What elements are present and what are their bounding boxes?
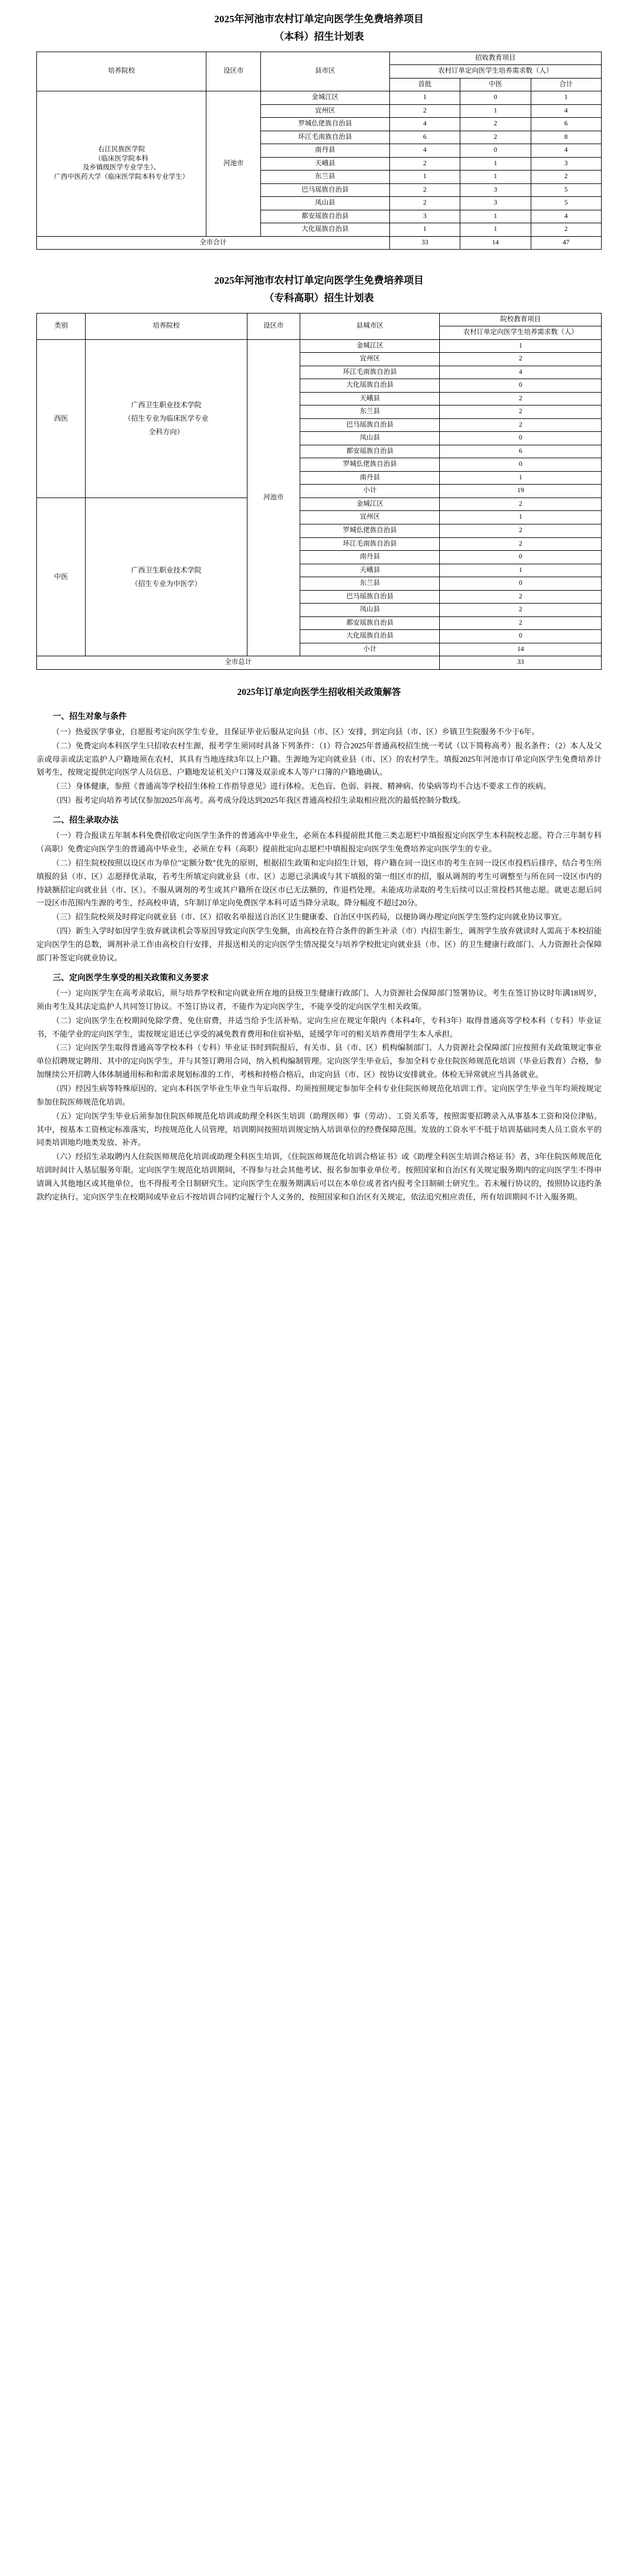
table2-value-cell: 1: [440, 511, 602, 524]
table2-county-cell: 南丹县: [300, 551, 440, 564]
table1-value-total: 6: [531, 118, 601, 131]
table2-county-cell: 南丹县: [300, 471, 440, 485]
table1-value-total: 1: [531, 91, 601, 105]
th-region: 设区市: [206, 52, 261, 91]
table2-value-cell: 2: [440, 537, 602, 551]
table2-county-cell: 大化瑶族自治县: [300, 630, 440, 643]
table2-value-cell: 2: [440, 353, 602, 366]
table2-school-cell: 广西卫生职业技术学院 （招生专业为中医学）: [86, 498, 247, 656]
table1-county-cell: 东兰县: [260, 171, 389, 184]
table1-value-a: 3: [389, 210, 460, 223]
table2-value-cell: 2: [440, 616, 602, 630]
table1-value-b: 3: [460, 197, 531, 210]
th-col-b: 中医: [460, 78, 531, 91]
table2-county-cell: 都安瑶族自治县: [300, 616, 440, 630]
table2-county-cell: 东兰县: [300, 577, 440, 591]
table1-value-total: 2: [531, 171, 601, 184]
table1-region-cell: 河池市: [206, 91, 261, 237]
table2-value-cell: 1: [440, 339, 602, 353]
table2-value-cell: 2: [440, 406, 602, 419]
table2-county-cell: 凤山县: [300, 432, 440, 445]
table1-county-cell: 环江毛南族自治县: [260, 131, 389, 144]
table2-value-cell: 4: [440, 366, 602, 379]
th-col-a: 首批: [389, 78, 460, 91]
table2-county-cell: 环江毛南族自治县: [300, 366, 440, 379]
table1-value-b: 2: [460, 131, 531, 144]
table2-value-cell: 0: [440, 577, 602, 591]
table2-value-cell: 0: [440, 432, 602, 445]
table1-county-cell: 南丹县: [260, 144, 389, 158]
th2-school: 培养院校: [86, 313, 247, 339]
table2-county-cell: 天峨县: [300, 564, 440, 577]
table1-value-total: 5: [531, 197, 601, 210]
table1-value-b: 0: [460, 91, 531, 105]
table1-value-total: 4: [531, 210, 601, 223]
table2-county-cell: 凤山县: [300, 604, 440, 617]
th2-group-top: 院校教育项目: [440, 313, 602, 326]
table1-value-a: 4: [389, 118, 460, 131]
policy-paragraph: （一）热爱医学事业，自愿报考定向医学生专业，且保证毕业后服从定向县（市、区）安排，到定向县（市、区）乡镇卫生院服务不少于6年。: [52, 727, 539, 736]
policy-body: [36, 710, 602, 1204]
table2-title: [36, 261, 602, 307]
table2-county-cell: 金城江区: [300, 339, 440, 353]
policy-paragraph: （四）新生入学时如因学生放弃就读机会等原因导致定向医学生免额，由高校在符合条件的新生补录（市）内招生新生，调剂学生放弃就读时人需高于本校招能定向医学生的总数，调剂补录工作由高校自行安排，并报送相关的定向医学生情况提交与培养学校批定向就业县（市、区）的卫生健康行政部门、人力资源社会保障部门补签定向就业协议。: [36, 926, 602, 962]
table2-school-cell: 广西卫生职业技术学院 （招生专业为临床医学专业 全科方向）: [86, 339, 247, 498]
table1-value-a: 4: [389, 144, 460, 158]
table1-county-cell: 金城江区: [260, 91, 389, 105]
policy-paragraph: （三）定向医学生取得普通高等学校本科（专科）毕业证书时到院报后，有关市、县（市、区）机构编制部门、人力资源社会保障部门应按照有关政策规定事业单位招聘规定聘用、其中的定向医学生，并与其签订聘用合同，纳入机构编制管理。定向医学生毕业后，参加全科专业住院医师规范化培训（毕业后教育）合格，参加继续公开招聘人体体制通用标和和需求规划标准的工作，考核和持格合格后，由定向县（市、区）按协议安排就业。体检无异常就应当具备就业。: [36, 1043, 602, 1079]
table2-county-cell: 金城江区: [300, 498, 440, 511]
table1-value-total: 2: [531, 223, 601, 237]
table2-value-cell: 2: [440, 392, 602, 406]
policy-paragraph: （四）报考定向培养考试仅参加2025年高考。高考成分段达到2025年我区普通高校招生录取相应批次的最低控制分数线。: [52, 796, 466, 805]
section-table1: [0, 0, 638, 250]
th-group-sub: 农村订单定向医学生培养需求数（人）: [389, 65, 601, 79]
table2-county-cell: 宜州区: [300, 511, 440, 524]
table2-value-cell: 0: [440, 379, 602, 393]
table2-county-cell: 宜州区: [300, 353, 440, 366]
table1-value-total: 4: [531, 144, 601, 158]
table2-total-value: 33: [440, 656, 602, 670]
table1-county-cell: 天峨县: [260, 157, 389, 171]
table1-county-cell: 宜州区: [260, 104, 389, 118]
table2-value-cell: 0: [440, 458, 602, 472]
table2-county-cell: 东兰县: [300, 406, 440, 419]
table2-county-cell: 巴马瑶族自治县: [300, 418, 440, 432]
table-row: [37, 91, 602, 105]
table1-value-total: 8: [531, 131, 601, 144]
table2-region-cell: 河池市: [247, 339, 300, 656]
policy-paragraph: （三）身体健康，参照《普通高等学校招生体检工作指导意见》进行体检。无色盲、色弱、斜视、精神病、传染病等均不合达不要求工作的疾病。: [52, 782, 551, 791]
table1-county-cell: 大化瑶族自治县: [260, 223, 389, 237]
table2-value-cell: 0: [440, 551, 602, 564]
table1-value-b: 1: [460, 104, 531, 118]
table1-county-cell: 巴马瑶族自治县: [260, 183, 389, 197]
table1-header-row-1: [37, 52, 602, 65]
policy-paragraph: （二）定向医学生在校期间免除学费、免住宿费，并适当给予生活补贴。定向生应在规定年限内（本科4年，专科3年）取得普通高等学校本科（专科）毕业证书，不能学业的定向医学生，需按规定退还已享受的减免教育费用和住宿补贴，延缓学年可的相关培养费用学生本人承担。: [36, 1016, 602, 1038]
table2-total-label: 全市总计: [37, 656, 440, 670]
policy-section-heading: 二、招生录取办法: [53, 816, 118, 825]
table2-category-cell: 中医: [37, 498, 86, 656]
policy-section-heading: 一、招生对象与条件: [53, 712, 127, 721]
table1-total-a: 33: [389, 236, 460, 250]
table1-county-cell: 罗城仫佬族自治县: [260, 118, 389, 131]
table2: [36, 313, 602, 670]
table1-county-cell: 都安瑶族自治县: [260, 210, 389, 223]
th-col-t: 合计: [531, 78, 601, 91]
table1-value-total: 3: [531, 157, 601, 171]
policy-paragraph: （六）经招生录取聘内人住院医师规范化培训或助理全科医生培训，《住院医师规范化培训合格证书》或《助理全科医生培训合格证书》者，3年住院医师规范化培训时间计入基层服务年限。定向医学生规范化培训期间，不得参与社会其他考试、报名参加事业单位考。按照国家和自治区有关规定服务期内的定向医学生不得申请调入其他地区或其他单位，也不得报考全日制研究生。定向医学生在服务期满后可以在本单位或者省内报考全日制硕士研究生。若未履行协议的，按照协议违约条款约定执行。定向医学生在校期间或毕业后不按培训合同约定履行个人义务的，按照国家和自治区有关规定，依法追究相应责任，所有培训期间不计入服务期。: [36, 1152, 602, 1201]
table1-value-a: 6: [389, 131, 460, 144]
policy-paragraph: （一）定向医学生在高考录取后，须与培养学校和定向就业所在地的县级卫生健康行政部门、人力资源社会保障部门签署协议。考生在签订协议时年满18周岁，须由考生及其法定监护人共同签订协议。不签订协议者，不能作为定向医学生，不能享受的定向医学生相关政策。: [36, 988, 602, 1011]
table2-header-row-1: [37, 313, 602, 326]
table1-total-b: 14: [460, 236, 531, 250]
table2-value-cell: 2: [440, 498, 602, 511]
th-county: 县市区: [260, 52, 389, 91]
table1-value-a: 2: [389, 157, 460, 171]
th-group-top: 招收教育项目: [389, 52, 601, 65]
table1-value-b: 1: [460, 157, 531, 171]
table2-subtotal-value: 14: [440, 643, 602, 656]
table1-value-b: 1: [460, 171, 531, 184]
table2-value-cell: 1: [440, 564, 602, 577]
table1-value-b: 1: [460, 223, 531, 237]
th2-county: 县城市区: [300, 313, 440, 339]
table2-value-cell: 2: [440, 590, 602, 604]
table2-county-cell: 大化瑶族自治县: [300, 379, 440, 393]
table2-subtotal-value: 19: [440, 485, 602, 498]
policy-paragraph: （五）定向医学生毕业后须参加住院医师规范化培训或助理全科医生培训（助理医师）事（劳动）、工资关系等，按照需要招聘录入从事基本工资和岗位津贴。其中，按基本工资核定标准落实，均按规范化人员管理，培训期间按照培训规定纳入培训单位的经费保障范围。发放的工资水平不低于培训基础同类人员工资水平的同类培训地均地类发放、补齐。: [36, 1111, 602, 1147]
table2-subtotal-label: 小计: [300, 485, 440, 498]
table2-county-cell: 罗城仫佬族自治县: [300, 524, 440, 537]
table1: [36, 52, 602, 250]
table1-value-b: 1: [460, 210, 531, 223]
table1-title-line2: （本科）招生计划表: [274, 30, 364, 42]
table1-value-total: 4: [531, 104, 601, 118]
table-row: [37, 339, 602, 353]
table2-county-cell: 环江毛南族自治县: [300, 537, 440, 551]
table1-value-a: 1: [389, 171, 460, 184]
policy-paragraph: （四）经因生病等特殊原因的、定向本科医学毕业生毕业当年后取得、均须按照规定参加年全科专业住院医师规范化培训工作。定向医学生毕业当年均须按规定参加住院医师规范化培训。: [36, 1083, 602, 1106]
section-policy: [0, 676, 638, 1204]
table1-value-b: 3: [460, 183, 531, 197]
table1-school-cell: 右江民族医学院 （临床医学院本科 及乡镇级医学专业学生）、 广西中医药大学（临床医学院本科专业学生）: [37, 91, 206, 237]
policy-paragraph: （二）免费定向本科医学生只招收农村生源，报考学生须同时具备下列条件：（1）符合2025年普通高校招生统一考试（以下简称高考）报名条件；（2）本人及父亲或母亲或法定监护人户籍地须在农村，其具有当地连续3年以上户籍。生源地为定向就业县（市、区）的农村学生。填报2025年河池市订单定向医学生免费培养计划考生，按规定提供定向医学人员信息、户籍地发证机关户口簿及双亲或本人等户口簿的户籍地确认。: [36, 741, 602, 777]
table1-county-cell: 凤山县: [260, 197, 389, 210]
table2-value-cell: 0: [440, 630, 602, 643]
policy-title: 2025年订单定向医学生招收相关政策解答: [237, 687, 401, 697]
policy-paragraph: （三）招生院校须及时将定向就业县（市、区）招收名单报送自治区卫生健康委、自治区中医药局，以便协调办理定向医学生签约定向就业协议事宜。: [52, 912, 567, 922]
table2-county-cell: 都安瑶族自治县: [300, 445, 440, 458]
table2-title-line2: （专科高职）招生计划表: [264, 292, 374, 304]
table1-value-a: 2: [389, 104, 460, 118]
table2-title-line1: 2025年河池市农村订单定向医学生免费培养项目: [214, 275, 424, 287]
table1-value-a: 1: [389, 91, 460, 105]
table1-value-b: 0: [460, 144, 531, 158]
policy-section-heading: 三、定向医学生享受的相关政策和义务要求: [53, 973, 209, 983]
table2-subtotal-label: 小计: [300, 643, 440, 656]
table1-value-a: 1: [389, 223, 460, 237]
table-row: [37, 498, 602, 511]
table1-value-a: 2: [389, 197, 460, 210]
table2-category-cell: 西医: [37, 339, 86, 498]
table2-value-cell: 2: [440, 604, 602, 617]
table2-county-cell: 巴马瑶族自治县: [300, 590, 440, 604]
th2-category: 类别: [37, 313, 86, 339]
policy-paragraph: （一）符合报读五年制本科免费招收定向医学生条件的普通高中毕业生，必须在本科提前批其他三类志愿栏中填报报定向医学生本科院校志愿。符合三年制专科（高职）免费定向医学生的普通高中毕业生，必须在专科（高职）提前批定向志愿栏中填报报定向医学生免费培养定向医学生的专业。: [36, 831, 602, 854]
table2-value-cell: 6: [440, 445, 602, 458]
table2-total-row: [37, 656, 602, 670]
th-school: 培养院校: [37, 52, 206, 91]
policy-paragraph: （二）招生院校按照以设区市为单位"定额分数"优先的原则，根据招生政策和定向招生计划，将户籍在同一设区市的考生在同一设区市投档后排序，结合考生所填报的县（市、区）志愿择优录取，若考生所填定向就业县（市、区）志愿已录满或与其下填报的第一组区市的招，服从调剂的考生可调整至与所在同一设区市内的待缺额招定向就业县（市、区）。不服从调剂的考生或其户籍所在设区市已无法额的，作退档处理。未能成功录取的考生后续可以正常投档其他志愿。就更志愿后同一设区市范围内生源的考生，经高校申请，5年制订单定向免费医学本科可适当降分录取。降分幅度不超过20分。: [36, 858, 602, 908]
table2-county-cell: 天峨县: [300, 392, 440, 406]
table2-value-cell: 2: [440, 524, 602, 537]
table1-title: [36, 0, 602, 46]
table1-value-b: 2: [460, 118, 531, 131]
table1-total-row: [37, 236, 602, 250]
table1-value-total: 5: [531, 183, 601, 197]
th2-region: 设区市: [247, 313, 300, 339]
table1-total-label: 全市合计: [37, 236, 390, 250]
th2-group-sub: 农村订单定向医学生培养需求数（人）: [440, 326, 602, 340]
section-table2: [0, 261, 638, 669]
table2-value-cell: 2: [440, 418, 602, 432]
table1-value-a: 2: [389, 183, 460, 197]
table2-county-cell: 罗城仫佬族自治县: [300, 458, 440, 472]
table1-total-t: 47: [531, 236, 601, 250]
table1-title-line1: 2025年河池市农村订单定向医学生免费培养项目: [214, 13, 424, 25]
document-page: [0, 0, 638, 1228]
table2-value-cell: 1: [440, 471, 602, 485]
